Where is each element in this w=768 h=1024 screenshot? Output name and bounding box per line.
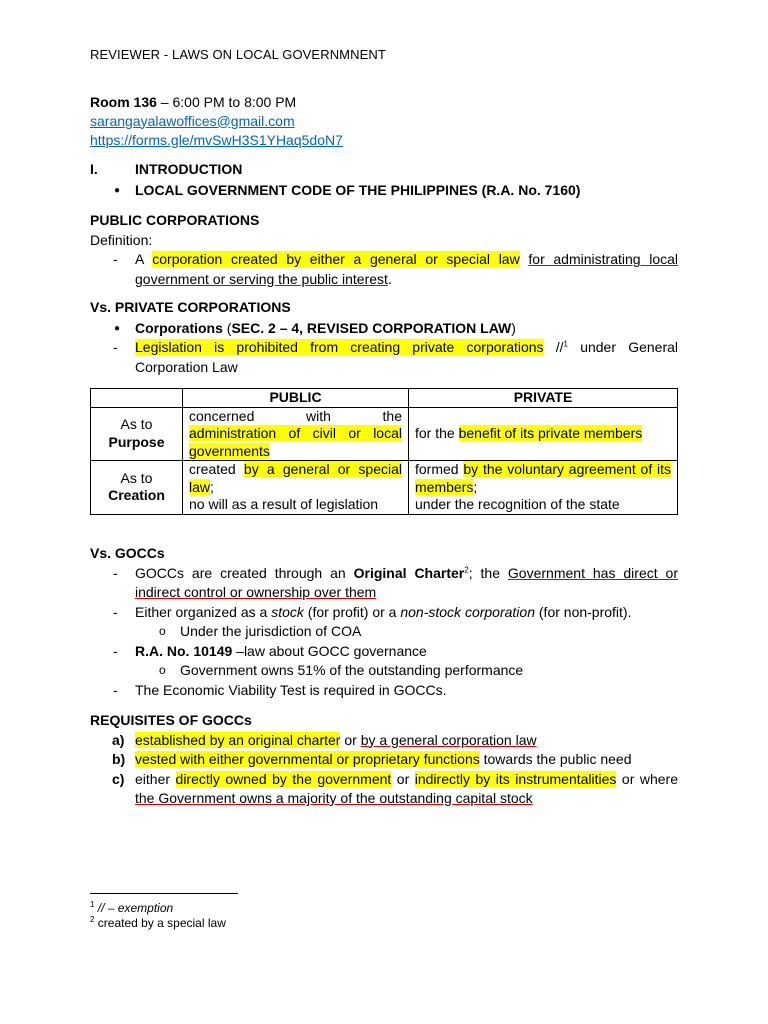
list-item: - Either organized as a stock (for profit) or a non-stock corporation (for non-profit).	[90, 603, 678, 623]
list-item: ● Corporations (SEC. 2 – 4, REVISED CORPORATION LAW)	[90, 319, 678, 339]
table-cell: concerned with the administration of civil or local governments	[183, 407, 409, 461]
footnote-separator	[90, 893, 238, 894]
highlighted-text: by the voluntary agreement of its members	[415, 461, 672, 495]
table-row	[91, 461, 678, 515]
underlined-text: by a general corporation law	[360, 731, 537, 748]
sub-list-item: o Government owns 51% of the outstanding performance	[90, 661, 678, 681]
underlined-text: the Government owns a majority of the outstanding capital stock	[135, 790, 533, 806]
section-heading: REQUISITES OF GOCCs	[90, 712, 252, 728]
section-heading: Vs. PRIVATE CORPORATIONS	[90, 299, 291, 315]
highlighted-text: directly owned by the government	[175, 770, 392, 787]
highlighted-text: established by an original charter	[135, 731, 341, 748]
footnote-2: $^2$ created by a special law	[90, 915, 226, 930]
definition-label: Definition:	[90, 231, 153, 248]
list-marker: a)	[112, 731, 125, 748]
highlighted-text: indirectly by its instrumentalities	[414, 770, 617, 787]
dash-icon: -	[113, 603, 118, 620]
public-corporations-section	[90, 211, 678, 289]
underlined-text: for administrating local government or serving the public interest	[135, 251, 679, 287]
list-item: - A corporation created by either a general or special law for administrating local government or serving the public interest.	[113, 251, 679, 287]
dash-icon: -	[113, 564, 118, 581]
class-time: – 6:00 PM to 8:00 PM	[156, 94, 297, 110]
underlined-text: Government has direct or indirect control or ownership over them	[135, 564, 678, 600]
requisites-section	[90, 711, 678, 809]
table-row	[91, 407, 678, 461]
form-link[interactable]: https://forms.gle/mvSwH3S1YHaq5doN7	[90, 132, 343, 148]
section-heading	[90, 160, 678, 180]
row-label: As to Creation	[91, 461, 183, 515]
section-heading: Vs. GOCCs	[90, 545, 165, 561]
email-link[interactable]: sarangayalawoffices@gmail.com	[90, 112, 295, 129]
list-item: c) either directly owned by the government or indirectly by its instrumentalities or where the Government owns a majority of the outstanding capital stock	[112, 770, 678, 806]
introduction-section	[90, 160, 678, 200]
bullet-icon: ●	[114, 184, 121, 196]
list-item: a) established by an original charter or by a general corporation law	[90, 731, 678, 751]
room-number: Room 136	[90, 94, 157, 110]
table-cell: for the benefit of its private members	[409, 407, 678, 461]
table-header-cell	[91, 389, 183, 408]
vs-private-section	[90, 298, 678, 377]
footnote-ref: 1	[563, 339, 568, 349]
list-item: b) vested with either governmental or proprietary functions towards the public need	[90, 750, 678, 770]
circle-bullet-icon: o	[159, 663, 166, 677]
document-header: REVIEWER - LAWS ON LOCAL GOVERNMNENT	[90, 47, 386, 62]
highlighted-text: Legislation is prohibited from creating private corporations	[135, 339, 544, 355]
highlighted-text: corporation created by either a general or special law	[152, 251, 520, 267]
footnote-ref: 2	[464, 564, 469, 574]
list-item: - The Economic Viability Test is required in GOCCs.	[90, 681, 678, 701]
row-label: As to Purpose	[91, 407, 183, 461]
list-item: - R.A. No. 10149 –law about GOCC governance	[90, 642, 678, 662]
circle-bullet-icon: o	[159, 624, 166, 638]
dash-icon: -	[113, 681, 118, 698]
section-title: INTRODUCTION	[135, 161, 243, 177]
bullet-icon: ●	[114, 322, 121, 334]
dash-icon: -	[113, 642, 118, 659]
list-item-text: LOCAL GOVERNMENT CODE OF THE PHILIPPINES (R.A. No. 7160)	[135, 181, 581, 198]
table-cell: created by a general or special law; no will as a result of legislation	[183, 461, 409, 515]
sub-list-item: o Under the jurisdiction of COA	[90, 622, 678, 642]
table-header-cell: PRIVATE	[409, 389, 678, 408]
comparison-table	[90, 388, 678, 515]
footnote-1: $^1$ // – exemption	[90, 900, 174, 915]
table-cell: formed by the voluntary agreement of its members; under the recognition of the state	[409, 461, 678, 515]
list-item: - Legislation is prohibited from creating private corporations //$^1$ under General Corporation Law	[113, 339, 678, 375]
section-heading: PUBLIC CORPORATIONS	[90, 212, 260, 228]
table-header-row	[91, 389, 678, 408]
vs-goccs-section	[90, 544, 678, 700]
room-line	[90, 93, 678, 113]
highlighted-text: by a general or special law	[189, 461, 402, 495]
section-number: I.	[90, 161, 98, 177]
list-item: - GOCCs are created through an Original Charter$^2$; the Government has direct or indirect control or ownership over them	[113, 564, 678, 600]
dash-icon: -	[113, 251, 118, 267]
table-header-cell: PUBLIC	[183, 389, 409, 408]
list-marker: b)	[112, 751, 126, 767]
highlighted-text: vested with either governmental or proprietary functions	[135, 751, 480, 767]
highlighted-text: administration of civil or local governments	[189, 425, 402, 459]
contact-block	[90, 93, 678, 152]
list-item	[90, 181, 678, 201]
dash-icon: -	[113, 339, 118, 355]
list-marker: c)	[112, 770, 125, 787]
highlighted-text: benefit of its private members	[458, 425, 643, 441]
